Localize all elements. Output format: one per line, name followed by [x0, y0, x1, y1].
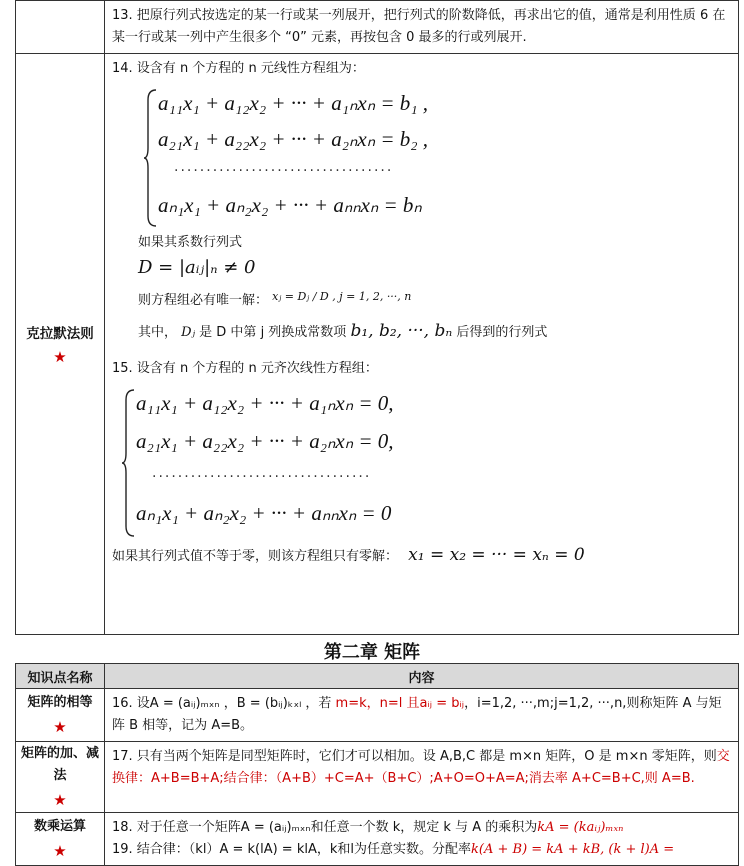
where-text-2: 是 D 中第 j 列换成常数项: [199, 325, 347, 340]
star-icon: ★: [53, 791, 67, 809]
zero-solution-formula: x₁ = x₂ = ··· = xₙ = 0: [408, 545, 585, 565]
left-brace-icon: [144, 88, 158, 228]
matrix-table: [15, 663, 739, 866]
solution-formula: xⱼ = Dⱼ / D , j = 1, 2, ···, n: [272, 290, 412, 303]
zero-solution-line: [112, 542, 732, 570]
table-header: [16, 664, 739, 689]
ellipsis-row: ··································: [174, 163, 394, 179]
item-15-text: 15. 设含有 n 个方程的 n 元齐次线性方程组：: [112, 361, 378, 376]
chapter-title: 第二章 矩阵: [323, 642, 421, 663]
equation-system-15: [122, 388, 732, 538]
ellipsis-row: ··································: [152, 469, 372, 485]
item-18-text: 18. 对于任意一个矩阵A = (aᵢⱼ)ₘₓₙ和任意一个数 k，规定 k 与 A 的乘积为: [112, 820, 538, 835]
row-content: [105, 742, 739, 813]
where-text-3: 后得到的行列式: [456, 325, 548, 340]
table-row: [16, 742, 739, 813]
matrix-add-title: 矩阵的加、减法: [20, 746, 99, 783]
item-13: [105, 1, 739, 54]
empty-name-cell: [16, 1, 105, 54]
determinant-table: [15, 0, 739, 635]
det-formula: D = |aᵢⱼ|ₙ ≠ 0: [138, 257, 256, 278]
left-brace-icon: [122, 388, 136, 538]
equation-line-1: a₁₁x₁ + a₁₂x₂ + ··· + a₁ₙxₙ = b₁ ,: [158, 91, 429, 115]
item-13-text: 13. 把原行列式按选定的某一行或某一列展开，把行列式的阶数降低，再求出它的值，通常是利用性质 6 在某一行或某一列中产生很多个 “0” 元素，再按包含 0 最多的行或列展开.: [112, 8, 726, 45]
cramer-content: [105, 54, 739, 635]
star-icon: ★: [53, 718, 67, 736]
equation-line-2: a₂₁x₁ + a₂₂x₂ + ··· + a₂ₙxₙ = b₂ ,: [158, 127, 429, 151]
item-19-text: 19. 结合律：（kl）A = k(lA) = klA，k和l为任意实数。分配率: [112, 842, 472, 857]
distributive-formula: k(A + B) = kA + kB, (k + l)A =: [471, 842, 675, 857]
row-name-cell: [16, 689, 105, 742]
cramer-rule-title: 克拉默法则: [26, 326, 94, 342]
star-icon: ★: [53, 842, 67, 860]
cramer-name-cell: [16, 54, 105, 635]
item-16-text-2: ，i=1,2, ···,m;j=1,2, ···,n,则称矩阵 A 与矩阵 B 相等，记为 A=B。: [112, 696, 722, 733]
equality-condition: m=k，n=l 且aᵢⱼ = bᵢⱼ: [335, 696, 465, 711]
where-text: 其中，: [138, 325, 178, 340]
item-16-text: 16. 设A = (aᵢⱼ)ₘₓₙ ，B = (bᵢⱼ)ₖₓₗ ，若: [112, 696, 336, 711]
matrix-equality-title: 矩阵的相等: [27, 695, 93, 710]
header-content: 内容: [105, 664, 739, 689]
header-name: 知识点名称: [16, 664, 105, 689]
row-content: [105, 813, 739, 866]
homog-line-1: a₁₁x₁ + a₁₂x₂ + ··· + a₁ₙxₙ = 0,: [136, 391, 394, 415]
constants-vector: b₁, b₂, ···, bₙ: [350, 321, 453, 341]
item-14-text: 14. 设含有 n 个方程的 n 元线性方程组为：: [112, 61, 365, 76]
coef-det-text: 如果其系数行列式: [138, 235, 243, 250]
dj-symbol: Dⱼ: [181, 325, 196, 340]
table-row: [16, 813, 739, 866]
where-line: [112, 316, 732, 348]
row-name-cell: [16, 813, 105, 866]
equation-line-n: aₙ₁x₁ + aₙ₂x₂ + ··· + aₙₙxₙ = bₙ: [158, 193, 422, 217]
unique-solution-text: 则方程组必有唯一解：: [138, 293, 269, 308]
homog-line-n: aₙ₁x₁ + aₙ₂x₂ + ··· + aₙₙxₙ = 0: [136, 501, 392, 525]
unique-solution-line: [112, 282, 732, 316]
row-name-cell: [16, 742, 105, 813]
table-row: [16, 689, 739, 742]
scalar-mult-title: 数乘运算: [33, 819, 86, 834]
addition-laws: 交换律：A+B=B+A;结合律：（A+B）+C=A+（B+C）;A+O=O+A=A;消去率 A+C=B+C,则 A=B.: [112, 749, 730, 786]
row-content: [105, 689, 739, 742]
scalar-product-formula: kA = (kaᵢⱼ)ₘₓₙ: [537, 820, 624, 835]
star-icon: ★: [53, 348, 67, 366]
equation-system-14: [144, 88, 732, 228]
zero-solution-text: 如果其行列式值不等于零，则该方程组只有零解：: [112, 549, 399, 564]
item-17-text: 17. 只有当两个矩阵是同型矩阵时，它们才可以相加。设 A,B,C 都是 m×n 矩阵，O 是 m×n 零矩阵，则: [112, 749, 717, 764]
homog-line-2: a₂₁x₁ + a₂₂x₂ + ··· + a₂ₙxₙ = 0,: [136, 429, 394, 453]
